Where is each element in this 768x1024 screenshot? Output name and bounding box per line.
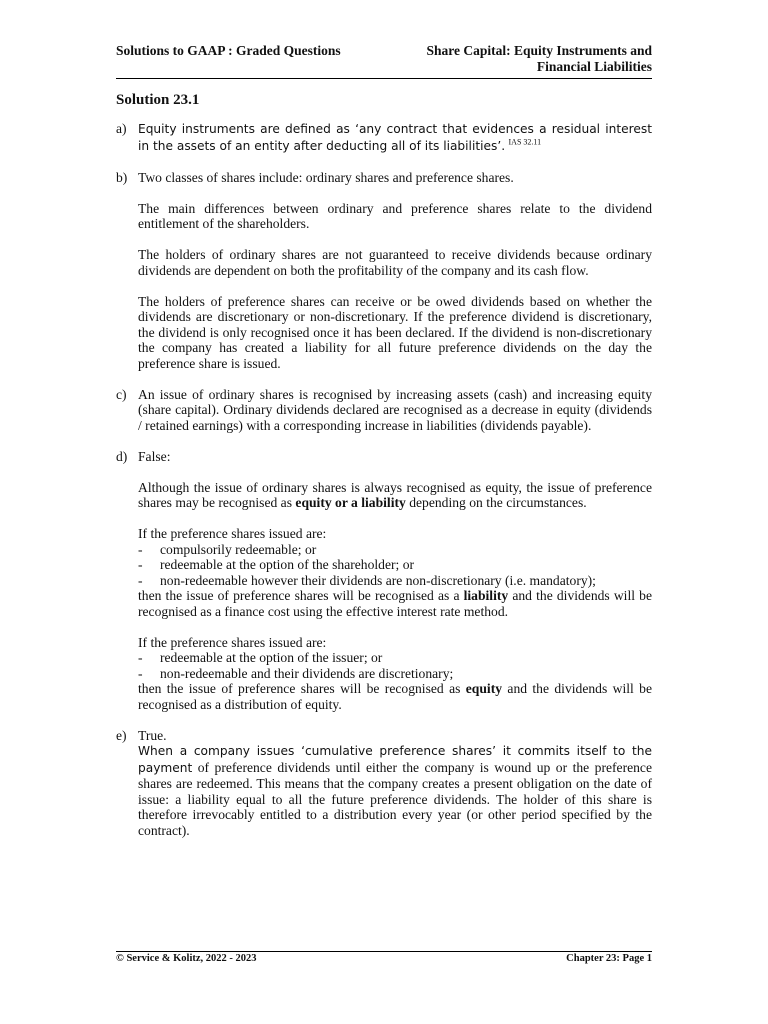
header-chapter-title: [352, 43, 652, 75]
reference-note: IAS 32.11: [508, 136, 542, 146]
paragraph: When a company issues ‘cumulative preference shares’ it commits itself to the payment of preference dividends until either the company is wound up or the preference shares are redeemed. This means that the company creates a present obligation on the date of issue: a liability equal to all the future preference dividends. The holder of this share is therefore irrevocably entitled to a distribution every year (or other period specified by the contract).: [138, 744, 652, 838]
list-item: - compulsorily redeemable; or: [138, 541, 317, 557]
footer-page-number: Chapter 23: Page 1: [566, 953, 652, 964]
conditions-list-equity: [138, 650, 652, 681]
list-item: - redeemable at the option of the shareholder; or: [138, 557, 415, 572]
header-chapter-title-line1: Share Capital: Equity Instruments and: [426, 43, 652, 58]
item-e: [116, 728, 652, 839]
paragraph: then the issue of preference shares will be recognised as equity and the dividends will be recognised as a distribution of equity.: [138, 681, 652, 712]
equity-definition: Equity instruments are defined as ‘any contract that evidences a residual interest in the assets of an entity after deducting all of its liabilities’.: [138, 122, 652, 153]
list-item: - non-redeemable and their dividends are discretionary;: [138, 665, 454, 681]
emphasis: equity: [465, 681, 503, 696]
header-chapter-title-line2: Financial Liabilities: [536, 59, 652, 74]
paragraph: Although the issue of ordinary shares is always recognised as equity, the issue of preference shares may be recognised as equity or a liability depending on the circumstances.: [138, 479, 652, 510]
list-intro: If the preference shares issued are:: [138, 634, 327, 650]
solution-body: [116, 121, 652, 838]
conditions-list-liability: [138, 542, 652, 589]
item-d: [116, 449, 652, 713]
item-letter: a): [116, 121, 127, 136]
paragraph: Two classes of shares include: ordinary shares and preference shares.: [138, 169, 514, 185]
item-letter: e): [116, 727, 127, 743]
item-a-text: [138, 121, 652, 154]
footer-divider: [116, 951, 652, 952]
item-letter: d): [116, 448, 128, 464]
solution-title: Solution 23.1: [116, 92, 200, 108]
paragraph: then the issue of preference shares will be recognised as a liability and the dividends will be recognised as a finance cost using the effective interest rate method.: [138, 588, 652, 619]
item-c: [116, 387, 652, 434]
item-letter: c): [116, 386, 127, 402]
item-a: [116, 121, 652, 154]
header-book-title: Solutions to GAAP : Graded Questions: [116, 43, 341, 58]
list-item: - redeemable at the option of the issuer; or: [138, 650, 383, 665]
paragraph: The holders of preference shares can receive or be owed dividends based on whether the dividends are discretionary or non-discretionary. If the preference dividend is discretionary, the dividend is only recognised once it has been declared. If the dividend is non-discretionary the company has created a liability for all future preference dividends on the day the preference share is issued.: [138, 293, 652, 371]
paragraph: False:: [138, 448, 171, 464]
item-b: [116, 170, 652, 372]
list-item: - non-redeemable however their dividends are non-discretionary (i.e. mandatory);: [138, 572, 596, 588]
list-intro: If the preference shares issued are:: [138, 526, 327, 541]
item-letter: b): [116, 169, 128, 185]
emphasis: liability: [463, 588, 509, 603]
footer-copyright: © Service & Kolitz, 2022 - 2023: [116, 953, 257, 964]
paragraph: The main differences between ordinary and preference shares relate to the dividend entitlement of the shareholders.: [138, 200, 652, 231]
paragraph: An issue of ordinary shares is recognised by increasing assets (cash) and increasing equity (share capital). Ordinary dividends declared are recognised as a decrease in equity (dividends / retained earnings) with a corresponding increase in liabilities (dividends payable).: [138, 386, 652, 433]
paragraph: The holders of ordinary shares are not guaranteed to receive dividends because ordinary dividends are dependent on both the profitability of the company and its cash flow.: [138, 247, 652, 278]
emphasis: equity or a liability: [295, 495, 406, 510]
header-divider: [116, 78, 652, 79]
paragraph: True.: [138, 727, 167, 743]
